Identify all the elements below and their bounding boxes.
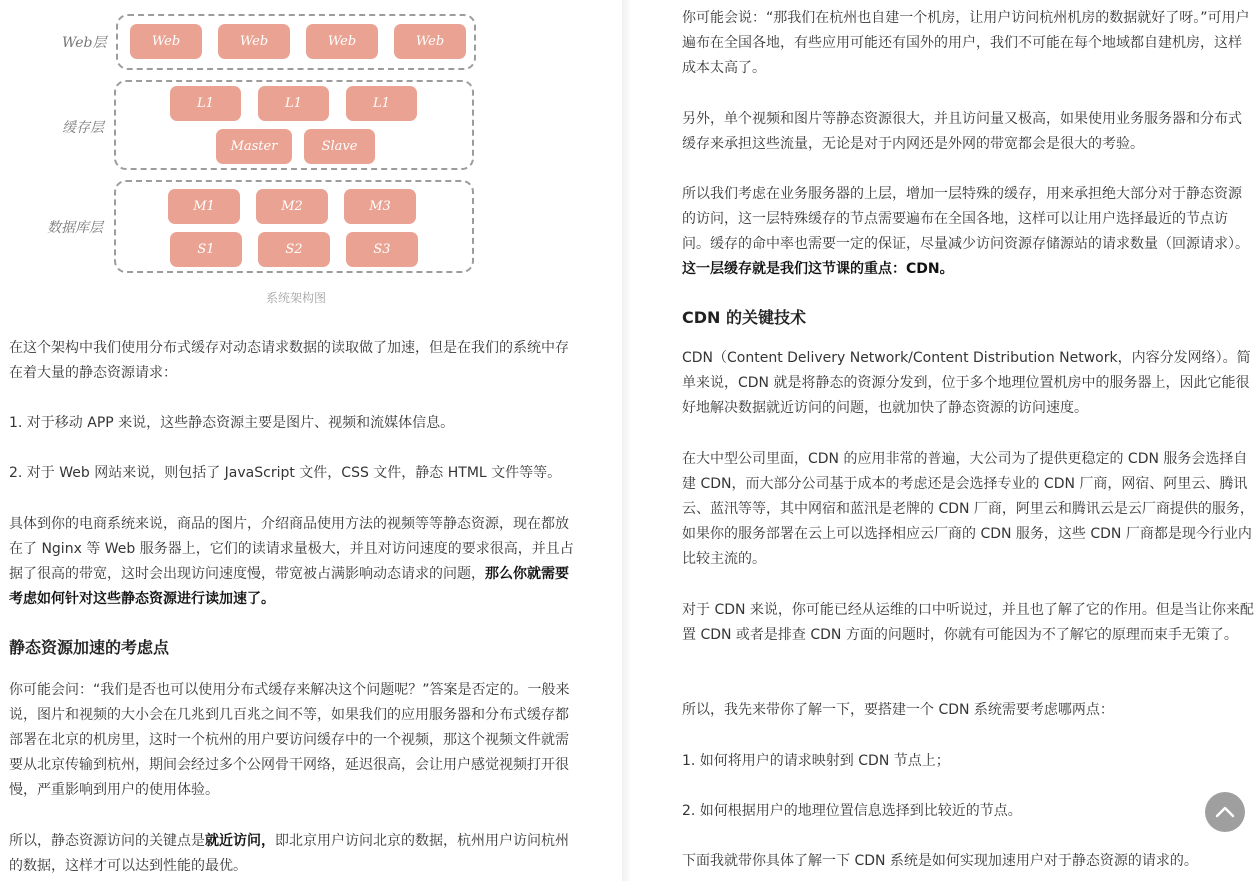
db-master-node: M1 xyxy=(168,189,240,224)
cache-l1-node: L1 xyxy=(258,86,329,121)
cache-slave-node: Slave xyxy=(304,129,375,164)
db-master-node: M3 xyxy=(344,189,416,224)
paragraph xyxy=(9,512,581,612)
layer-label-database: 数据库层 xyxy=(47,220,103,236)
layer-label-cache: 缓存层 xyxy=(62,120,104,136)
db-slave-node: S3 xyxy=(346,232,418,267)
web-node: Web xyxy=(394,24,466,59)
paragraph: 另外，单个视频和图片等静态资源很大，并且访问量又极高，如果使用业务服务器和分布式缓存来承担这些流量，无论是对于内网还是外网的带宽都会是很大的考验。 xyxy=(682,111,1242,152)
paragraph: 你可能会问：“我们是否也可以使用分布式缓存来解决这个问题呢？”答案是否定的。一般来说，图片和视频的大小会在几兆到几百兆之间不等，如果我们的应用服务器和分布式缓存都部署在北京的机房里，这时一个杭州的用户要访问缓存中的一个视频，那这个视频文件就需要从北京传输到杭州，期间会经过多个公网骨干网络，延迟很高，会让用户感觉视频打开很慢，严重影响到用户的使用体验。 xyxy=(9,682,570,798)
paragraph: CDN（Content Delivery Network/Content Distribution Network，内容分发网络）。简单来说，CDN 就是将静态的资源分发到，位于多个地理位置机房中的服务器上，因此它能很好地解决数据就近访问的问题，也就加快了静态资源的访问速度。 xyxy=(682,350,1251,416)
diagram-caption: 系统架构图 xyxy=(265,291,326,305)
paragraph: 2. 对于 Web 网站来说，则包括了 JavaScript 文件，CSS 文件，静态 HTML 文件等等。 xyxy=(9,465,562,481)
layer-label-web: Web层 xyxy=(62,35,107,51)
paragraph: 你可能会说：“那我们在杭州也自建一个机房，让用户访问杭州机房的数据就好了呀。”可用户遍布在全国各地，有些应用可能还有国外的用户，我们不可能在每个地域都自建机房，这样成本太高了。 xyxy=(682,10,1250,76)
section-heading-cdn: CDN 的关键技术 xyxy=(682,308,806,327)
web-node: Web xyxy=(130,24,202,59)
paragraph-text: 即北京用户访问北京的数据，杭州用户访问杭州的数据，这样才可以达到性能的最优。 xyxy=(9,833,569,874)
paragraph-bold-text: 这一层缓存就是我们这节课的重点：CDN。 xyxy=(682,261,954,277)
chevron-up-icon xyxy=(1213,800,1237,824)
paragraph: 所以，我先来带你了解一下，要搭建一个 CDN 系统需要考虑哪两点： xyxy=(682,702,1114,718)
system-architecture-diagram xyxy=(0,0,622,310)
paragraph-text: 所以，静态资源访问的关键点是 xyxy=(9,833,205,849)
paragraph-bold-text: 那么你就需要考虑如何针对这些静态资源进行读加速了。 xyxy=(9,566,569,607)
paragraph xyxy=(682,182,1254,282)
paragraph-text: 所以我们考虑在业务服务器的上层，增加一层特殊的缓存，用来承担绝大部分对于静态资源的访问，这一层特殊缓存的节点需要遍布在全国各地，这样可以让用户选择最近的节点访问。缓存的命中率也需要一定的保证，尽量减少访问资源存储源站的请求数量（回源请求）。 xyxy=(682,186,1249,252)
web-node: Web xyxy=(218,24,290,59)
paragraph-text: 具体到你的电商系统来说，商品的图片，介绍商品使用方法的视频等等静态资源，现在都放在了 Nginx 等 Web 服务器上，它们的读请求量极大，并且对访问速度的要求很高，并且占据了很高的带宽，这时会出现访问速度慢，带宽被占满影响动态请求的问题， xyxy=(9,516,574,582)
paragraph: 在这个架构中我们使用分布式缓存对动态请求数据的读取做了加速，但是在我们的系统中存在着大量的静态资源请求： xyxy=(9,340,569,381)
paragraph-bold-text: 就近访问， xyxy=(205,833,275,849)
paragraph: 1. 对于移动 APP 来说，这些静态资源主要是图片、视频和流媒体信息。 xyxy=(9,415,455,431)
cache-master-node: Master xyxy=(216,129,292,164)
left-page xyxy=(0,0,622,881)
cache-l1-node: L1 xyxy=(346,86,417,121)
db-slave-node: S2 xyxy=(258,232,330,267)
section-heading-static-resource: 静态资源加速的考虑点 xyxy=(9,638,170,657)
paragraph: 下面我就带你具体了解一下 CDN 系统是如何实现加速用户对于静态资源的请求的。 xyxy=(682,853,1198,869)
paragraph: 2. 如何根据用户的地理位置信息选择到比较近的节点。 xyxy=(682,803,1022,819)
web-node: Web xyxy=(306,24,378,59)
cache-l1-node: L1 xyxy=(170,86,241,121)
paragraph: 1. 如何将用户的请求映射到 CDN 节点上； xyxy=(682,753,950,769)
paragraph xyxy=(9,829,581,879)
db-slave-node: S1 xyxy=(170,232,242,267)
right-page xyxy=(631,0,1255,881)
scroll-to-top-button[interactable] xyxy=(1205,792,1245,832)
db-master-node: M2 xyxy=(256,189,328,224)
paragraph: 在大中型公司里面，CDN 的应用非常的普遍，大公司为了提供更稳定的 CDN 服务会选择自建 CDN，而大部分公司基于成本的考虑还是会选择专业的 CDN 厂商，网宿、阿里云、腾讯云、蓝汛等等，其中网宿和蓝汛是老牌的 CDN 厂商，阿里云和腾讯云是云厂商提供的服务，如果你的服务部署在云上可以选择相应云厂商的 CDN 服务，这些 CDN 厂商都是现今行业内比较主流的。 xyxy=(682,451,1254,567)
paragraph: 对于 CDN 来说，你可能已经从运维的口中听说过，并且也了解了它的作用。但是当让你来配置 CDN 或者是排查 CDN 方面的问题时，你就有可能因为不了解它的原理而束手无策了。 xyxy=(682,602,1254,643)
page-divider xyxy=(622,0,631,881)
